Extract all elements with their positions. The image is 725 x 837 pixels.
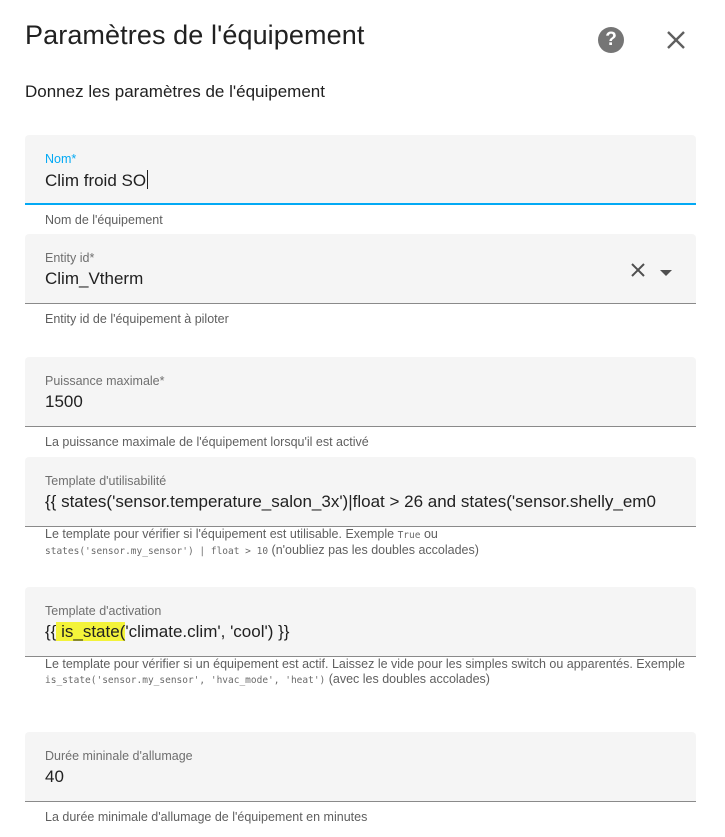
helper-text: (n'oubliez pas les doubles accolades) bbox=[268, 543, 479, 557]
chevron-down-icon[interactable] bbox=[659, 265, 673, 275]
name-input[interactable] bbox=[45, 170, 678, 191]
entity-id-field-label: Entity id* bbox=[45, 251, 95, 265]
max-power-field-label: Puissance maximale* bbox=[45, 374, 165, 388]
entity-id-field[interactable] bbox=[25, 234, 696, 304]
min-duration-field-helper: La durée minimale d'allumage de l'équipement en minutes bbox=[45, 810, 368, 824]
helper-code-example: is_state('sensor.my_sensor', 'hvac_mode', 'heat') bbox=[45, 675, 326, 686]
activation-template-field[interactable] bbox=[25, 587, 696, 657]
helper-text: ou bbox=[420, 527, 438, 541]
min-duration-field-label: Durée mininale d'allumage bbox=[45, 749, 193, 763]
usability-template-field[interactable] bbox=[25, 457, 696, 527]
activation-template-input[interactable] bbox=[45, 622, 678, 642]
name-field-label: Nom* bbox=[45, 152, 77, 166]
entity-id-input[interactable]: Clim_Vtherm bbox=[45, 269, 144, 288]
usability-template-field-helper bbox=[45, 527, 685, 559]
entity-id-field-helper: Entity id de l'équipement à piloter bbox=[45, 312, 229, 326]
highlighted-match: is_state( bbox=[56, 622, 126, 641]
max-power-input[interactable]: 1500 bbox=[45, 392, 83, 411]
max-power-field[interactable] bbox=[25, 357, 696, 427]
activation-template-text: {{ bbox=[45, 622, 57, 641]
text-caret bbox=[147, 170, 148, 189]
name-field-helper: Nom de l'équipement bbox=[45, 213, 163, 227]
activation-template-text: 'climate.clim', 'cool') }} bbox=[125, 622, 290, 641]
dialog-title: Paramètres de l'équipement bbox=[25, 20, 365, 50]
close-icon[interactable] bbox=[663, 27, 689, 53]
activation-template-field-label: Template d'activation bbox=[45, 604, 162, 618]
max-power-field-helper: La puissance maximale de l'équipement lorsqu'il est activé bbox=[45, 435, 369, 449]
helper-text: Le template pour vérifier si l'équipement est utilisable. Exemple bbox=[45, 527, 398, 541]
helper-text: (avec les doubles accolades) bbox=[325, 672, 490, 686]
helper-code-example: states('sensor.my_sensor') | float > 10 bbox=[45, 546, 269, 557]
clear-icon[interactable] bbox=[630, 262, 646, 278]
dialog-subtitle: Donnez les paramètres de l'équipement bbox=[25, 82, 325, 101]
activation-template-field-helper bbox=[45, 657, 685, 688]
name-input-value: Clim froid SO bbox=[45, 171, 147, 190]
helper-code-example: True bbox=[397, 530, 421, 541]
help-icon[interactable]: ? bbox=[598, 27, 624, 53]
name-field[interactable] bbox=[25, 135, 696, 205]
min-duration-input[interactable]: 40 bbox=[45, 767, 64, 786]
usability-template-input[interactable]: {{ states('sensor.temperature_salon_3x')|float > 26 and states('sensor.shelly_em0 bbox=[45, 492, 656, 511]
min-duration-field[interactable] bbox=[25, 732, 696, 802]
helper-text: Le template pour vérifier si un équipement est actif. Laissez le vide pour les simples switch ou apparentés. Exemple bbox=[45, 657, 685, 671]
usability-template-field-label: Template d'utilisabilité bbox=[45, 474, 167, 488]
